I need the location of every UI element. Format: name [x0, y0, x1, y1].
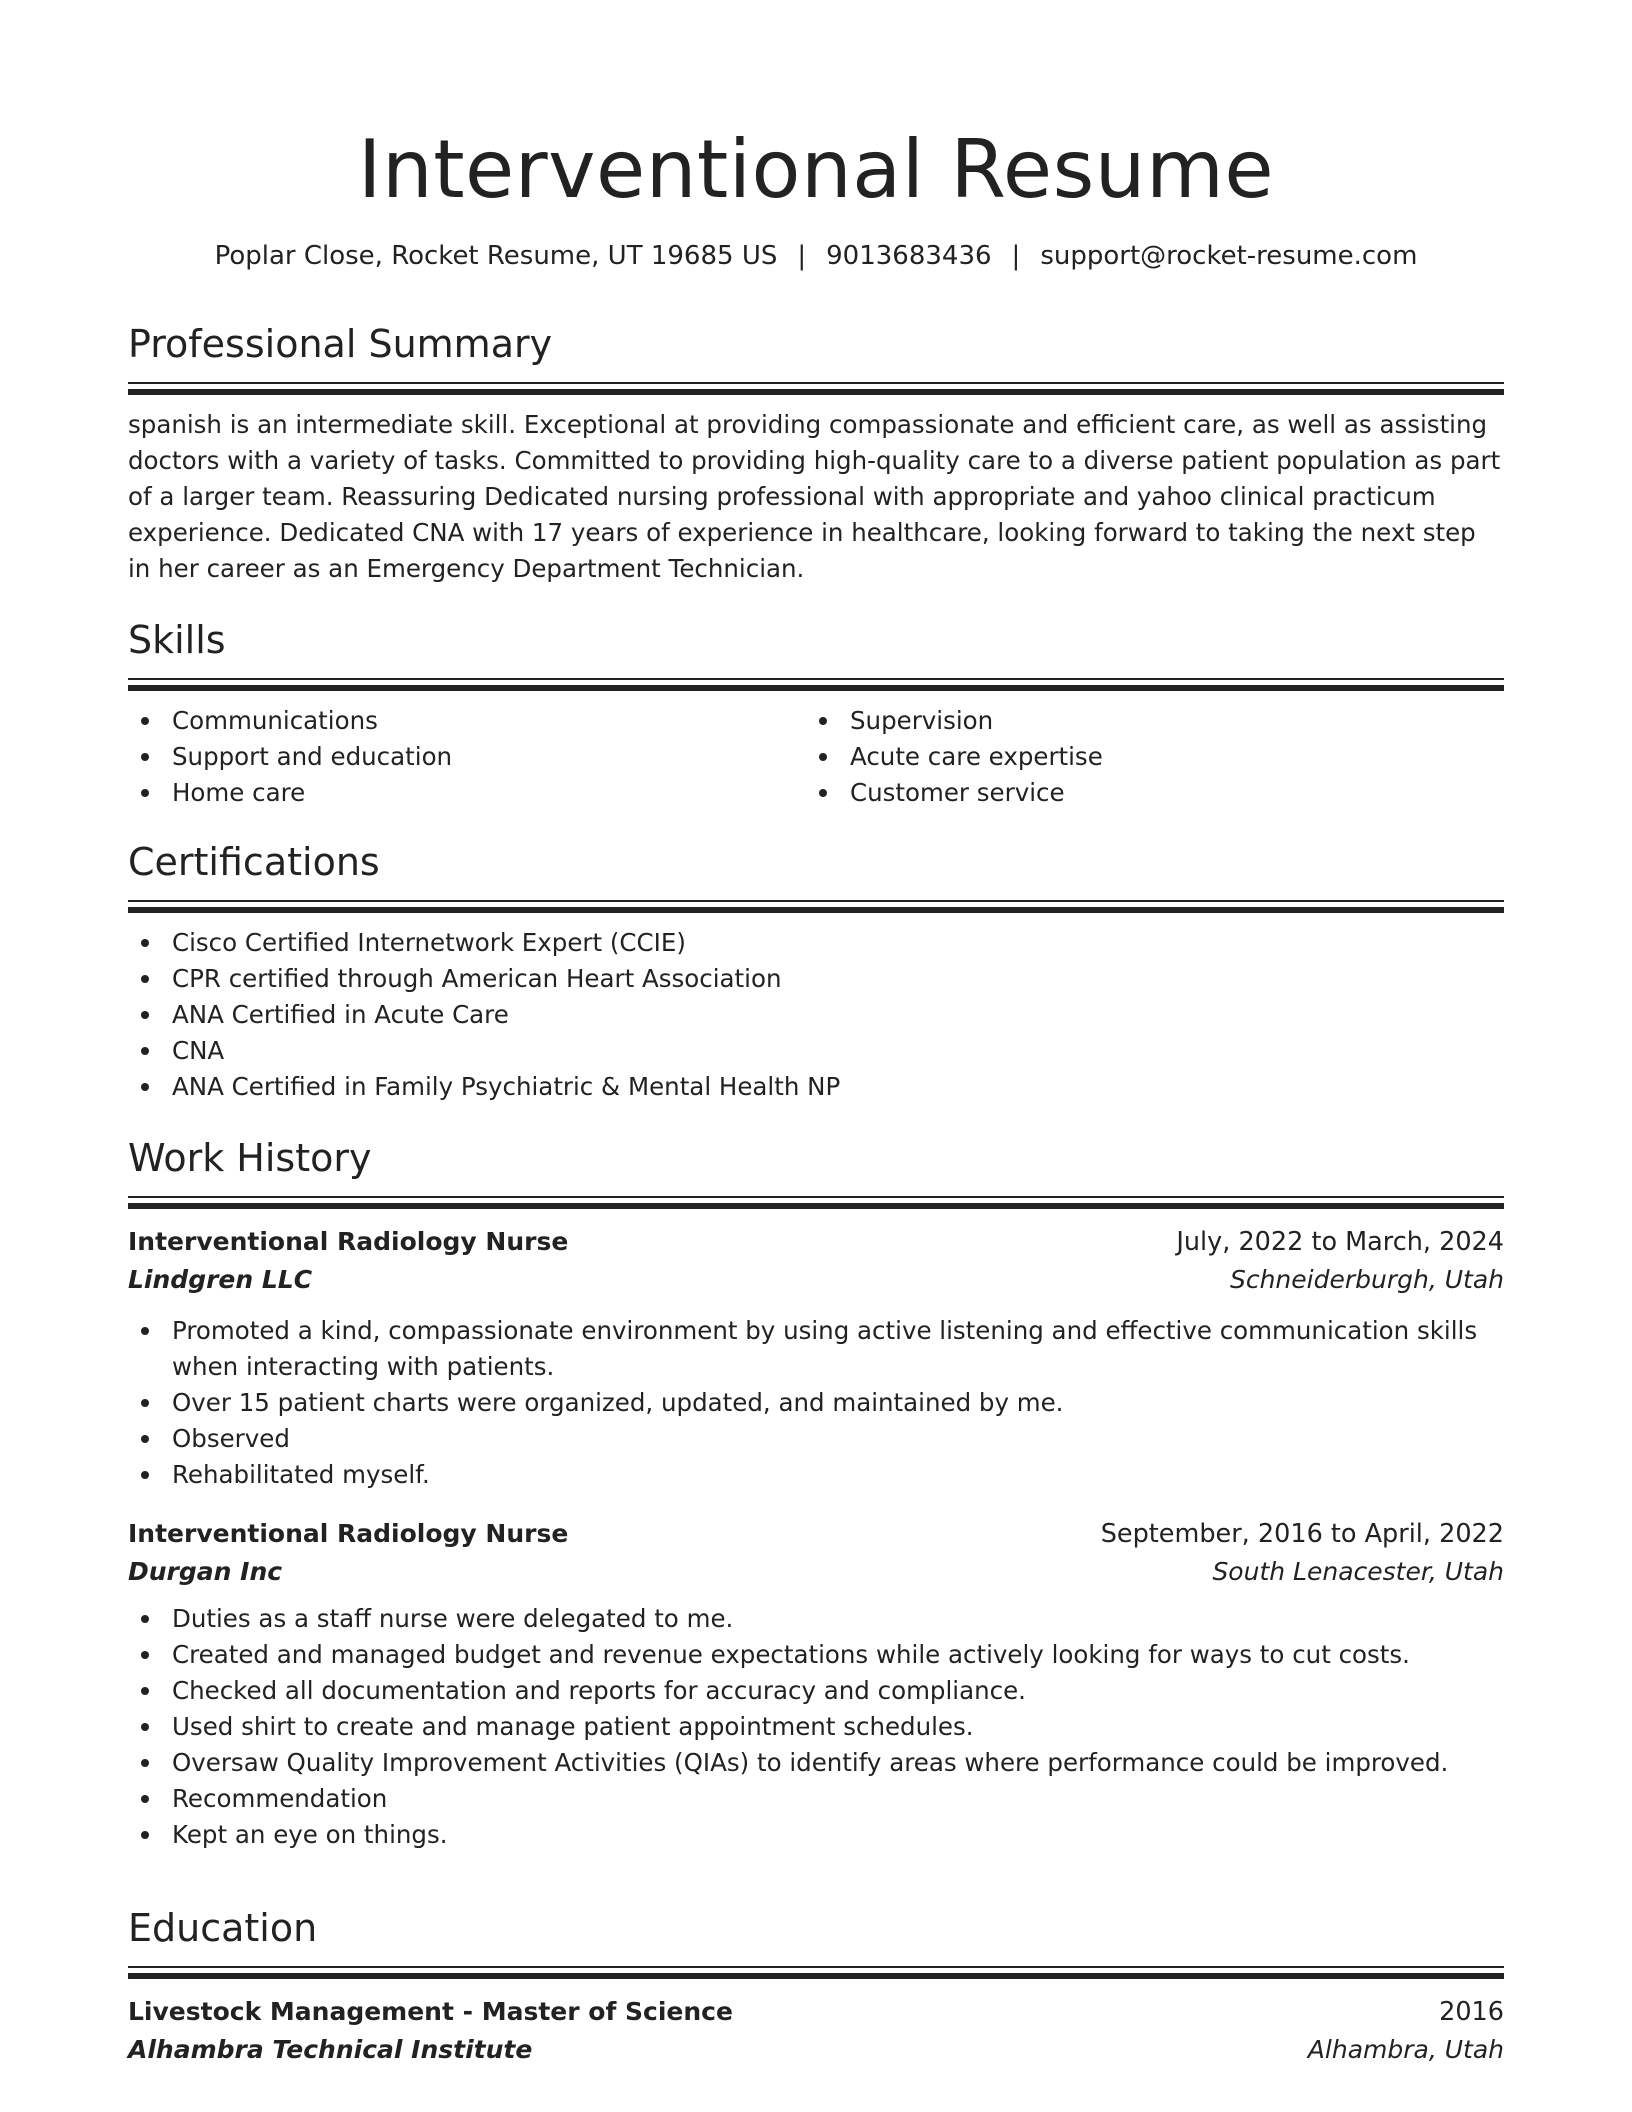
job-duties-list	[128, 1601, 1504, 1853]
skill-item: Support and education	[128, 739, 806, 775]
section-title: Skills	[128, 618, 226, 662]
job-duty: Duties as a staff nurse were delegated to me.	[128, 1601, 1504, 1637]
skill-item: Home care	[128, 775, 806, 811]
contact-line	[128, 238, 1504, 274]
skills-left-list	[128, 703, 806, 811]
certifications-list	[128, 925, 1504, 1105]
job-duty: Oversaw Quality Improvement Activities (QIAs) to identify areas where performance could be improved.	[128, 1745, 1504, 1781]
resume-page	[128, 0, 1504, 2112]
certifications-section	[128, 838, 1504, 1105]
certification-item: CNA	[128, 1033, 1504, 1069]
section-title: Professional Summary	[128, 322, 553, 366]
job-duty: Promoted a kind, compassionate environment by using active listening and effective communication skills when interacting with patients.	[128, 1313, 1504, 1385]
certification-item: ANA Certified in Family Psychiatric & Mental Health NP	[128, 1069, 1504, 1105]
job-duty: Rehabilitated myself.	[128, 1457, 1504, 1493]
job-duty: Observed	[128, 1421, 1504, 1457]
school-name: Alhambra Technical Institute	[128, 2035, 533, 2064]
education-subheader	[128, 2031, 1504, 2069]
skills-right-list	[806, 703, 1484, 811]
email: support@rocket-resume.com	[1040, 241, 1418, 271]
summary-text: spanish is an intermediate skill. Exceptional at providing compassionate and efficient care, as well as assisting doctors with a variety of tasks. Committed to providing high-quality care to a diverse patient population as part of a larger team. Reassuring Dedicated nursing professional with appropriate and yahoo clinical practicum experience. Dedicated CNA with 17 years of experience in healthcare, looking forward to taking the next step in her career as an Emergency Department Technician.	[128, 410, 1501, 583]
section-divider	[128, 900, 1504, 913]
degree: Livestock Management - Master of Science	[128, 1997, 733, 2026]
job-duty: Kept an eye on things.	[128, 1817, 1504, 1853]
job-location: South Lenacester, Utah	[1212, 1557, 1504, 1586]
job-company: Lindgren LLC	[128, 1265, 313, 1294]
job-location: Schneiderburgh, Utah	[1229, 1265, 1504, 1294]
job-duty: Over 15 patient charts were organized, updated, and maintained by me.	[128, 1385, 1504, 1421]
job-dates: September, 2016 to April, 2022	[1100, 1519, 1504, 1549]
section-divider	[128, 1196, 1504, 1209]
graduation-year: 2016	[1439, 1997, 1504, 2027]
education-entry	[128, 1993, 1504, 2069]
job-duty: Created and managed budget and revenue expectations while actively looking for ways to cut costs.	[128, 1637, 1504, 1673]
job-dates: July, 2022 to March, 2024	[1176, 1227, 1504, 1257]
certification-item: Cisco Certified Internetwork Expert (CCIE)	[128, 925, 1504, 961]
job-entry	[128, 1515, 1504, 1853]
work-history-section	[128, 1134, 1504, 1853]
job-header	[128, 1223, 1504, 1261]
job-entry	[128, 1223, 1504, 1493]
education-header	[128, 1993, 1504, 2031]
section-title: Education	[128, 1906, 318, 1950]
job-subheader	[128, 1553, 1504, 1591]
job-duty: Recommendation	[128, 1781, 1504, 1817]
skill-item: Customer service	[806, 775, 1484, 811]
job-company: Durgan Inc	[128, 1557, 283, 1586]
candidate-name: Interventional Resume	[357, 123, 1275, 216]
job-duties-list	[128, 1313, 1504, 1493]
certification-item: CPR certified through American Heart Association	[128, 961, 1504, 997]
certification-item: ANA Certified in Acute Care	[128, 997, 1504, 1033]
job-duty: Checked all documentation and reports for accuracy and compliance.	[128, 1673, 1504, 1709]
separator: |	[1011, 241, 1021, 271]
separator: |	[797, 241, 807, 271]
job-duty: Used shirt to create and manage patient appointment schedules.	[128, 1709, 1504, 1745]
job-title: Interventional Radiology Nurse	[128, 1519, 569, 1548]
school-location: Alhambra, Utah	[1307, 2035, 1504, 2064]
summary-section	[128, 320, 1504, 587]
skill-item: Acute care expertise	[806, 739, 1484, 775]
skills-grid	[128, 703, 1504, 811]
job-title: Interventional Radiology Nurse	[128, 1227, 569, 1256]
section-divider	[128, 382, 1504, 395]
phone: 9013683436	[826, 241, 992, 271]
section-divider	[128, 678, 1504, 691]
section-title: Work History	[128, 1136, 372, 1180]
education-section	[128, 1904, 1504, 2069]
address: Poplar Close, Rocket Resume, UT 19685 US	[214, 241, 778, 271]
section-divider	[128, 1966, 1504, 1979]
skill-item: Supervision	[806, 703, 1484, 739]
section-title: Certifications	[128, 840, 380, 884]
job-header	[128, 1515, 1504, 1553]
job-subheader	[128, 1261, 1504, 1299]
skills-section	[128, 616, 1504, 811]
skill-item: Communications	[128, 703, 806, 739]
